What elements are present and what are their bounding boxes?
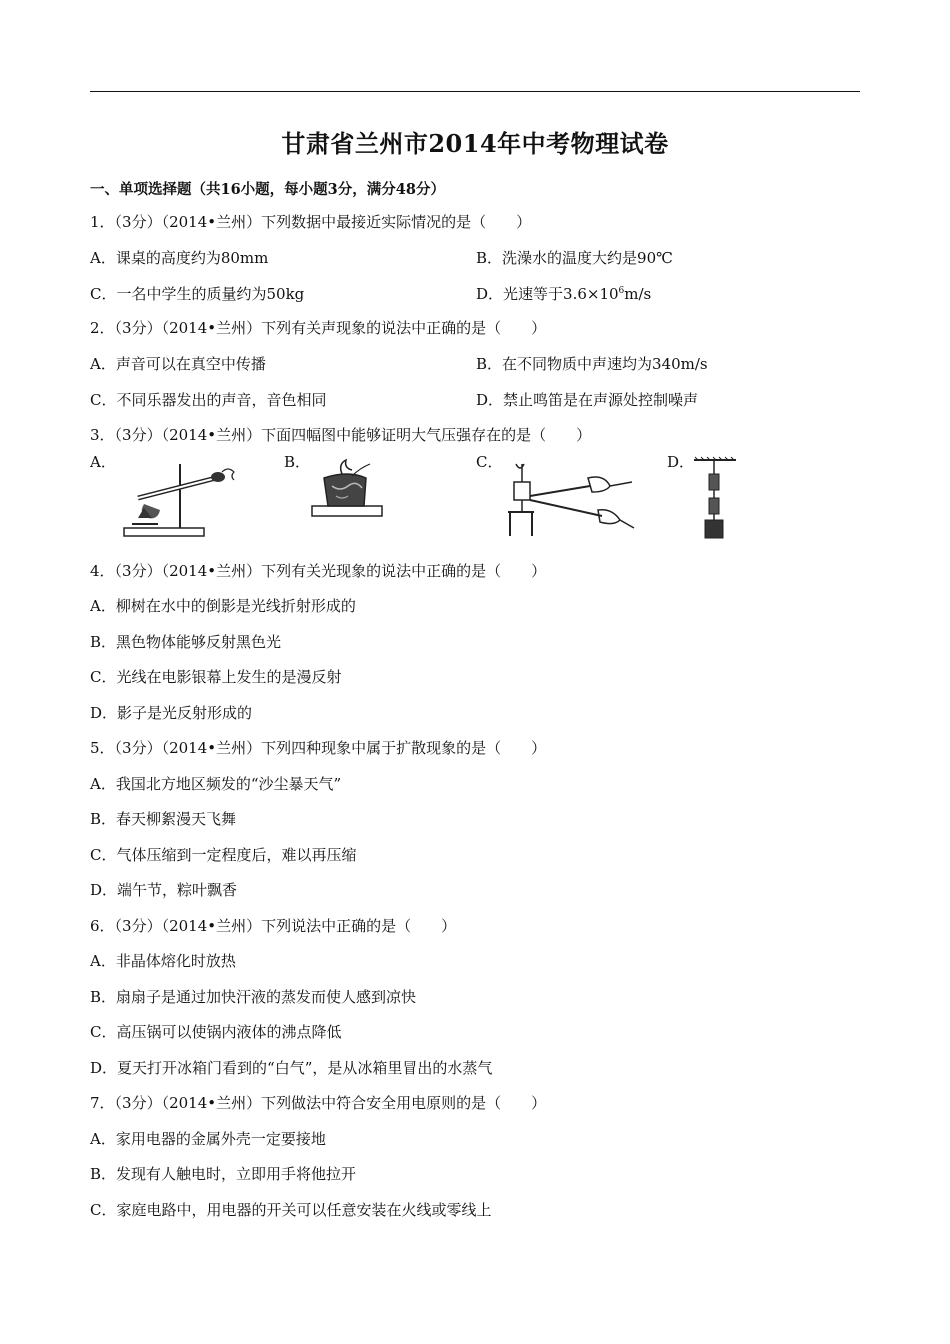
question-2-option-c[interactable]: C．不同乐器发出的声音，音色相同 — [90, 391, 327, 409]
question-6-option-b[interactable]: B．扇扇子是通过加快汗液的蒸发而使人感到凉快 — [90, 988, 417, 1006]
question-6-option-a[interactable]: A．非晶体熔化时放热 — [90, 952, 236, 970]
question-6-option-d[interactable]: D．夏天打开冰箱门看到的“白气”，是从冰箱里冒出的水蒸气 — [90, 1059, 493, 1077]
question-7-stem: 7．（3分）（2014•兰州）下列做法中符合安全用电原则的是（ ） — [90, 1094, 547, 1112]
figure-d-hanging-weights — [690, 456, 740, 544]
question-5-option-c[interactable]: C．气体压缩到一定程度后，难以再压缩 — [90, 846, 357, 864]
option-d-unit: m/s — [624, 285, 652, 303]
question-7-option-c[interactable]: C．家庭电路中，用电器的开关可以任意安装在火线或零线上 — [90, 1201, 492, 1219]
question-2-option-a[interactable]: A．声音可以在真空中传播 — [90, 355, 266, 373]
exponent: 6 — [618, 286, 625, 296]
question-5-option-d[interactable]: D．端午节，粽叶飘香 — [90, 881, 238, 899]
question-4-option-d[interactable]: D．影子是光反射形成的 — [90, 704, 253, 722]
question-5-option-b[interactable]: B．春天柳絮漫天飞舞 — [90, 810, 237, 828]
question-2-option-d[interactable]: D．禁止鸣笛是在声源处控制噪声 — [476, 391, 699, 409]
figure-a-heating-tube — [118, 458, 243, 540]
question-6-option-c[interactable]: C．高压锅可以使锅内液体的沸点降低 — [90, 1023, 342, 1041]
question-6-stem: 6．（3分）（2014•兰州）下列说法中正确的是（ ） — [90, 917, 457, 935]
question-2-option-b[interactable]: B．在不同物质中声速均为340m/s — [476, 355, 708, 373]
question-5-stem: 5．（3分）（2014•兰州）下列四种现象中属于扩散现象的是（ ） — [90, 739, 547, 757]
question-1-option-d[interactable] — [476, 284, 651, 304]
question-1-stem: 1．（3分）（2014•兰州）下列数据中最接近实际情况的是（ ） — [90, 213, 532, 231]
question-3-option-d[interactable]: D． — [667, 453, 695, 471]
question-5-option-a[interactable]: A．我国北方地区频发的“沙尘暴天气” — [90, 775, 342, 793]
question-1-option-a[interactable]: A．课桌的高度约为80mm — [90, 249, 269, 267]
question-2-stem: 2．（3分）（2014•兰州）下列有关声现象的说法中正确的是（ ） — [90, 319, 547, 337]
header-rule — [90, 91, 860, 92]
option-d-text: D．光速等于3.6×10 — [476, 285, 619, 303]
figure-c-hemispheres — [502, 456, 637, 542]
question-3-option-a[interactable]: A． — [90, 453, 116, 471]
question-3-option-b[interactable]: B． — [284, 453, 311, 471]
question-4-option-c[interactable]: C．光线在电影银幕上发生的是漫反射 — [90, 668, 342, 686]
question-1-option-b[interactable]: B．洗澡水的温度大约是90℃ — [476, 249, 673, 267]
question-4-option-a[interactable]: A．柳树在水中的倒影是光线折射形成的 — [90, 597, 356, 615]
question-1-option-c[interactable]: C．一名中学生的质量约为50kg — [90, 285, 305, 303]
question-7-option-a[interactable]: A．家用电器的金属外壳一定要接地 — [90, 1130, 326, 1148]
question-4-stem: 4．（3分）（2014•兰州）下列有关光现象的说法中正确的是（ ） — [90, 562, 547, 580]
section-heading: 一、单项选择题（共16小题，每小题3分，满分48分） — [90, 181, 445, 198]
question-3-option-c[interactable]: C． — [476, 453, 503, 471]
figure-b-vessel-flame — [308, 456, 388, 522]
question-4-option-b[interactable]: B．黑色物体能够反射黑色光 — [90, 633, 282, 651]
page-title: 甘肃省兰州市2014年中考物理试卷 — [281, 129, 669, 158]
question-7-option-b[interactable]: B．发现有人触电时，立即用手将他拉开 — [90, 1165, 357, 1183]
question-3-stem: 3．（3分）（2014•兰州）下面四幅图中能够证明大气压强存在的是（ ） — [90, 426, 592, 444]
